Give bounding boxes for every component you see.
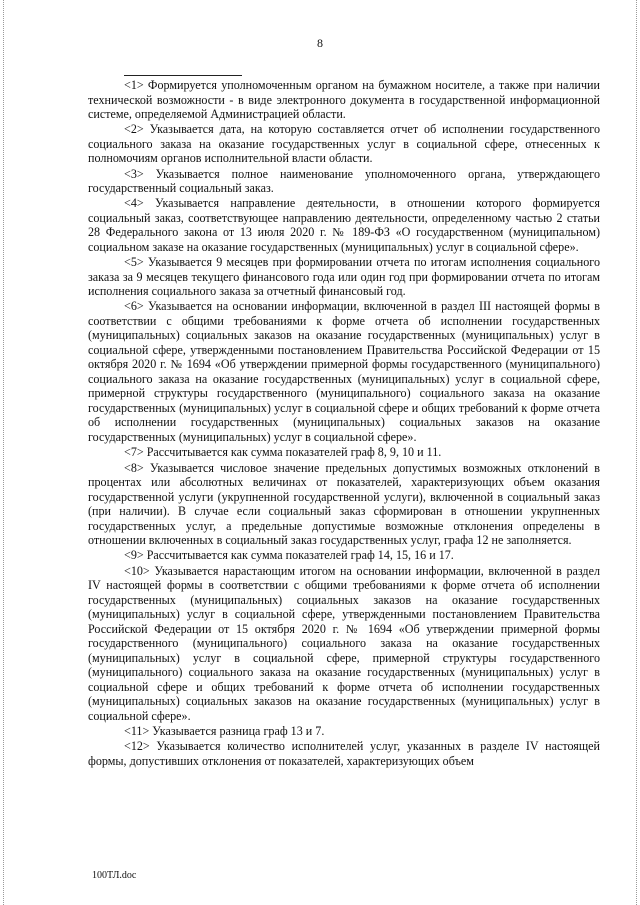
- file-name-footer: 100ТЛ.doc: [92, 870, 137, 881]
- footnote-6: <6> Указывается на основании информации, включенной в раздел III настоящей формы в соответствии с общими требованиями к форме отчета об исполнении государственных (муниципальных) социальных заказов на оказание государственных (муниципальных) услуг в социальной сфере, утвержденными постановлением Правительства Российской Федерации от 15 октября 2020 г. № 1694 «Об утверждении примерной формы государственного (муниципального) социального заказа на оказание государственных (муниципальных) услуг в социальной сфере, примерной структуры государственного (муниципального) социального заказа на оказание государственных (муниципальных) услуг в социальной сфере и общих требований к форме отчета об исполнении государственных (муниципальных) социальных заказов на оказание государственных (муниципальных) услуг в социальной сфере».: [88, 299, 600, 444]
- footnote-9: <9> Рассчитывается как сумма показателей граф 14, 15, 16 и 17.: [124, 548, 454, 563]
- scan-edge-left: [3, 0, 4, 905]
- footnote-11: <11> Указывается разница граф 13 и 7.: [124, 723, 325, 738]
- footnote-2: <2> Указывается дата, на которую составляется отчет об исполнении государственного социального заказа на оказание государственных услуг в социальной сфере, отнесенных к полномочиям органов исполнительной власти области.: [88, 122, 600, 166]
- scan-edge-right: [636, 0, 637, 905]
- footnote-3: <3> Указывается полное наименование уполномоченного органа, утверждающего государственный социальный заказ.: [88, 166, 600, 196]
- footnote-12: <12> Указывается количество исполнителей услуг, указанных в разделе IV настоящей формы, допустивших отклонения от показателей, характеризующих объем: [88, 739, 600, 768]
- footnote-10: <10> Указывается нарастающим итогом на основании информации, включенной в раздел IV настоящей формы в соответствии с общими требованиями к форме отчета об исполнении государственных (муниципальных) социальных заказов на оказание государственных (муниципальных) услуг в социальной сфере, утвержденными постановлением Правительства Российской Федерации от 15 октября 2020 г. № 1694 «Об утверждении примерной формы государственного (муниципального) социального заказа на оказание государственных (муниципальных) услуг в социальной сфере, примерной структуры государственного (муниципального) социального заказа на оказание государственных (муниципальных) услуг в социальной сфере и общих требований к форме отчета об исполнении государственных (муниципальных) социальных заказов на оказание государственных (муниципальных) услуг в социальной сфере».: [88, 563, 600, 723]
- footnote-8: <8> Указывается числовое значение предельных допустимых возможных отклонений в процентах или абсолютных величинах от показателей, характеризующих объем оказания государственной услуги (укрупненной государственной услуги), включенной в социальный заказ (при наличии). В случае если социальный заказ сформирован в отношении укрупненных государственных услуг, а предельные допустимые возможные отклонения определены в отношении включенных в социальный заказ государственных услуг, графа 12 не заполняется.: [88, 460, 600, 548]
- footnotes-body: [88, 78, 600, 769]
- page-number: 8: [317, 36, 323, 50]
- footnote-7: <7> Рассчитывается как сумма показателей граф 8, 9, 10 и 11.: [124, 445, 442, 460]
- footnote-5: <5> Указывается 9 месяцев при формировании отчета по итогам исполнения социального заказа за 9 месяцев текущего финансового года или один год при формировании отчета по итогам исполнения социального заказа за отчетный финансовый год.: [88, 255, 600, 299]
- footnote-separator: [124, 75, 242, 76]
- footnote-4: <4> Указывается направление деятельности, в отношении которого формируется социальный заказ, соответствующее направлению деятельности, определенному частью 2 статьи 28 Федерального закона от 13 июля 2020 г. № 189-ФЗ «О государственном (муниципальном) социальном заказе на оказание государственных (муниципальных) услуг в социальной сфере».: [88, 196, 600, 254]
- footnote-1: <1> Формируется уполномоченным органом на бумажном носителе, а также при наличии технической возможности - в виде электронного документа в государственной информационной системе, определяемой Администрацией области.: [88, 78, 600, 121]
